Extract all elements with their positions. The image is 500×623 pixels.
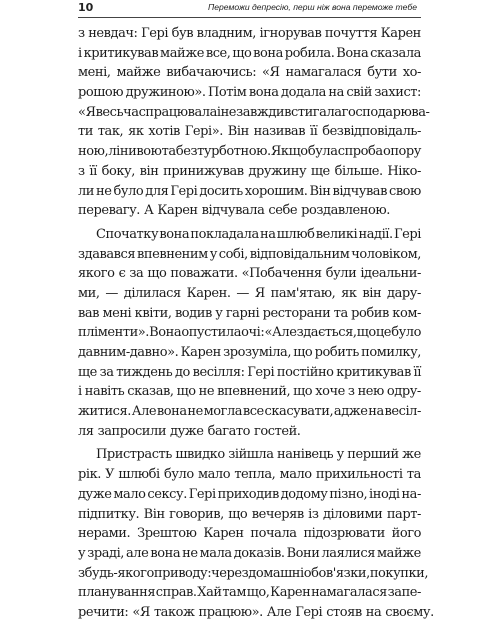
text-line: здавався впевненим у собі, відповідальним чоловіком, bbox=[78, 246, 421, 262]
text-line: ною, лінивою та безтурботною. Якщо була спроба опору bbox=[78, 144, 421, 160]
text-line: нерами. Зрештою Карен почала підозрювати його bbox=[78, 526, 421, 542]
text-line: у зраді, але вона не мала доказів. Вони лаялися майже bbox=[78, 545, 421, 561]
text-line: підпитку. Він говорив, що вечеряв із діловими парт- bbox=[78, 506, 421, 522]
text-line: Спочатку вона покладала на шлюб великі надії. Гері bbox=[96, 226, 421, 242]
text-line: ми, — ділилася Карен. — Я пам'ятаю, як він дару- bbox=[78, 285, 421, 301]
paragraph bbox=[78, 445, 434, 622]
text-line: ля запросили дуже багато гостей. bbox=[78, 423, 301, 439]
text-line: рошою дружиною». Потім вона додала на свій захист: bbox=[78, 85, 421, 101]
text-line: ти так, як хотів Гері». Він називав її безвідповідаль- bbox=[78, 124, 421, 140]
text-line: давним-давно». Карен зрозуміла, що робить помилку, bbox=[78, 345, 421, 360]
text-line: ще за тиждень до весілля: Гері постійно критикував її bbox=[78, 364, 421, 380]
body-text bbox=[78, 24, 434, 623]
text-line: з будь-якого приводу: через домашні обов'язки, покупки, bbox=[78, 565, 429, 581]
header-rule bbox=[78, 17, 421, 18]
text-line: перевагу. А Карен відчувала себе роздавленою. bbox=[78, 203, 390, 219]
text-line: рік. У шлюбі було мало тепла, мало прихильності та bbox=[78, 467, 421, 483]
text-line: речити: «Я також працюю». Але Гері стояв на своєму. bbox=[78, 604, 434, 620]
text-line: «Я весь час працювала і не завжди встигала господарюва- bbox=[78, 104, 430, 120]
paragraph bbox=[78, 225, 421, 442]
paragraph bbox=[78, 24, 430, 221]
text-line: і навіть сказав, що не впевнений, що хоче з нею одру- bbox=[78, 384, 421, 400]
text-line: з невдач: Гері був владним, ігнорував почуття Карен bbox=[78, 26, 421, 41]
text-line: планування справ. Хай там що, Карен намагалася запе- bbox=[78, 585, 421, 601]
running-head bbox=[0, 0, 500, 24]
text-line: ли не було для Гері досить хорошим. Він відчував свою bbox=[78, 183, 421, 199]
text-line: і критикував майже все, що вона робила. Вона сказала bbox=[78, 45, 421, 61]
page-number: 10 bbox=[78, 1, 94, 14]
running-title: Переможи депресію, перш ніж вона переможе тебе bbox=[208, 2, 417, 12]
text-line: вав мені квіти, водив у гарні ресторани та робив ком- bbox=[78, 305, 421, 321]
text-line: пліменти». Вона опустила очі: «Але здається, що це було bbox=[78, 325, 421, 341]
text-line: житися. Але вона не могла все скасувати, адже на весіл- bbox=[78, 404, 421, 420]
text-line: Пристрасть швидко зійшла нанівець у перший же bbox=[96, 447, 421, 463]
text-line: з її боку, він принижував дружину ще більше. Ніко- bbox=[78, 163, 421, 179]
text-line: мені, майже вибачаючись: «Я намагалася бути хо- bbox=[78, 65, 421, 81]
text-line: якого є за що поважати. «Побачення були ідеальни- bbox=[78, 266, 421, 282]
text-line: дуже мало сексу. Гері приходив додому пізно, іноді на- bbox=[78, 486, 421, 502]
